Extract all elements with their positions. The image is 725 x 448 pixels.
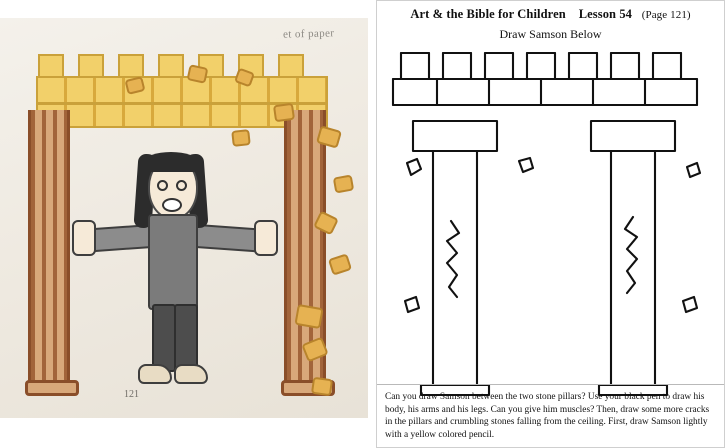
figure-arm-left xyxy=(89,224,157,253)
falling-stone xyxy=(273,103,295,123)
child-drawing-photo xyxy=(0,18,368,418)
figure-mouth xyxy=(162,198,182,212)
figure-hand-left xyxy=(72,220,96,256)
figure-eye-left xyxy=(157,180,168,191)
photo-page-number: 121 xyxy=(124,389,139,400)
worksheet-title: Art & the Bible for Children xyxy=(410,7,566,21)
figure-foot-right xyxy=(174,364,208,384)
drawn-samson-figure xyxy=(96,158,276,388)
worksheet-subtitle: Draw Samson Below xyxy=(499,27,602,41)
figure-hand-right xyxy=(254,220,278,256)
worksheet-header xyxy=(377,1,724,22)
falling-stone xyxy=(294,304,323,329)
falling-stone xyxy=(333,174,354,193)
worksheet-page xyxy=(376,0,725,448)
worksheet-line-art xyxy=(377,45,724,397)
figure-arm-right xyxy=(191,224,259,253)
figure-hair-top xyxy=(144,152,198,172)
figure-foot-left xyxy=(138,364,172,384)
worksheet-artwork xyxy=(377,45,724,397)
worksheet-instructions: Can you draw Samson between the two stone pillars? Use your black pen to draw his body, his arms and his legs. Can you give him muscles? Then, draw some more cracks in the pillars and crumbling stones falling from the ceiling. First, draw Samson lightly with a yellow colored pencil. xyxy=(377,384,724,447)
worksheet-lesson: Lesson 54 xyxy=(578,7,633,21)
worksheet-page-ref: (Page 121) xyxy=(641,9,691,21)
paper-note-text: et of paper xyxy=(282,27,335,41)
figure-eye-right xyxy=(176,180,187,191)
falling-stone xyxy=(231,129,251,147)
figure-leg-left xyxy=(152,304,176,372)
drawn-pillar-left xyxy=(28,110,70,382)
falling-stone xyxy=(311,377,333,397)
figure-leg-right xyxy=(174,304,198,372)
figure-torso xyxy=(148,214,198,310)
